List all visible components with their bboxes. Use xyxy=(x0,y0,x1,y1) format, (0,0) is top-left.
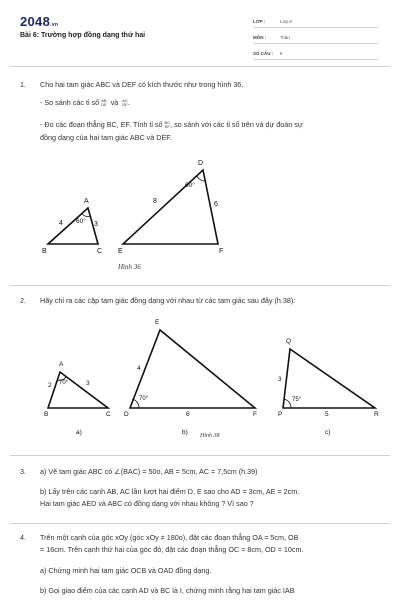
q4-line4: b) Gọi giao điểm của các cạnh AD và BC là I, chứng minh rằng hai tam giác IAB xyxy=(40,586,295,595)
vertex-p: P xyxy=(278,411,283,418)
meta-value: Toán xyxy=(280,34,290,40)
side-de-label: 8 xyxy=(153,198,157,205)
angle-p-label: 75° xyxy=(292,397,302,403)
figure-36 xyxy=(0,150,400,260)
meta-label: LỚP : xyxy=(253,18,266,24)
side-df-label: 6 xyxy=(214,201,218,208)
figure-38-caption: Hình 38 xyxy=(200,433,220,439)
side-ac-label: 3 xyxy=(94,221,98,228)
q3-line3: Hai tam giác AED và ABC có đồng dạng với nhau không ? Vì sao ? xyxy=(40,499,254,508)
side-df-label: 6 xyxy=(186,411,190,418)
meta-row-count xyxy=(253,47,378,60)
q1-bullet2-post: , so sánh với các tỉ số trên và dự đoán sự xyxy=(170,120,303,129)
q3-line2: b) Lấy trên các cạnh AB, AC lần lượt hai điểm D, E sao cho AD = 3cm, AE = 2cm. xyxy=(40,487,300,496)
side-ab-label: 4 xyxy=(59,220,63,227)
site-logo[interactable] xyxy=(20,14,58,29)
fraction-ac-df xyxy=(122,99,128,107)
meta-value: 6 xyxy=(280,50,283,56)
q1-divider xyxy=(10,285,390,286)
q4-number: 4. xyxy=(20,533,26,542)
tag-a: a) xyxy=(76,429,82,436)
logo-suffix: .vn xyxy=(50,22,59,28)
triangle-abc xyxy=(48,208,98,244)
angle-arc-p xyxy=(284,399,291,408)
frac-den: DE xyxy=(101,102,107,108)
angle-d-label: 60° xyxy=(185,182,195,189)
q3-line1: a) Vẽ tam giác ABC có ∠(BAC) = 50o, AB = 5cm, AC = 7,5cm (h.39) xyxy=(40,467,258,476)
triangle-abc-a xyxy=(48,372,108,408)
q4-line2: = 16cm. Trên cạnh thứ hai của góc đó, đặt các đoạn thẳng OC = 8cm, OD = 10cm. xyxy=(40,545,304,554)
q1-text: Cho hai tam giác ABC và DEF có kích thước như trong hình 36. xyxy=(40,80,244,89)
vertex-a: A xyxy=(84,198,89,205)
side-ab-label: 2 xyxy=(48,382,52,389)
angle-a-label: 60° xyxy=(76,218,86,225)
q1-bullet1: - So sánh các tỉ số AB DE và AC DF . xyxy=(40,98,130,108)
page-title: Bài 6: Trường hợp đồng dạng thứ hai xyxy=(20,32,146,39)
frac-den: DF xyxy=(122,102,128,108)
q2-divider xyxy=(10,455,390,456)
q2-number: 2. xyxy=(20,296,26,305)
q4-line1: Trên một cạnh của góc xOy (góc xOy ≠ 180o), đặt các đoạn thẳng OA = 5cm, OB xyxy=(40,533,299,542)
q3-divider xyxy=(10,523,390,524)
q4-line3: a) Chứng minh hai tam giác OCB và OAD đồng dạng. xyxy=(40,566,212,575)
angle-d-label: 70° xyxy=(139,396,149,402)
meta-label: SỐ CÂU : xyxy=(253,50,274,56)
figure-36-caption: Hình 36 xyxy=(118,263,141,271)
header-divider xyxy=(10,66,390,67)
angle-a-label: 70° xyxy=(59,380,69,386)
q1-number: 1. xyxy=(20,80,26,89)
figure-38 xyxy=(0,312,400,442)
frac-num: AC xyxy=(122,98,128,104)
side-ac-label: 3 xyxy=(86,380,90,387)
q3-number: 3. xyxy=(20,467,26,476)
vertex-d: D xyxy=(198,160,204,167)
q2-text: Hãy chỉ ra các cặp tam giác đồng dạng với nhau từ các tam giác sau đây (h.38): xyxy=(40,296,296,305)
vertex-f: F xyxy=(219,248,224,255)
tag-b: b) xyxy=(182,429,188,436)
vertex-d: D xyxy=(124,411,129,418)
vertex-e: E xyxy=(155,319,160,326)
side-pr-label: 5 xyxy=(325,411,329,418)
vertex-c: C xyxy=(106,411,111,418)
meta-value: Lớp 8 xyxy=(280,18,292,24)
vertex-b: B xyxy=(42,248,47,255)
vertex-a: A xyxy=(59,361,64,368)
side-de-label: 4 xyxy=(137,365,141,372)
fraction-ab-de xyxy=(101,99,107,107)
frac-num: BC xyxy=(164,120,171,126)
q1-bullet1-mid: và xyxy=(110,98,119,107)
vertex-b: B xyxy=(44,411,49,418)
vertex-c: C xyxy=(97,248,103,255)
frac-num: AB xyxy=(101,98,107,104)
meta-panel xyxy=(253,15,378,63)
frac-den: EF xyxy=(164,124,170,130)
vertex-q: Q xyxy=(286,338,292,345)
side-pq-label: 3 xyxy=(278,376,282,383)
q1-bullet2-pre: - Đo các đoạn thẳng BC, EF. Tính tỉ số xyxy=(40,120,163,129)
q1-bullet2 xyxy=(40,120,385,131)
meta-row-class xyxy=(253,15,378,28)
vertex-r: R xyxy=(374,411,379,418)
meta-row-subject xyxy=(253,31,378,44)
tag-c: c) xyxy=(325,429,331,436)
q1-bullet2-line2: đồng dạng của hai tam giác ABC và DEF. xyxy=(40,133,172,142)
logo-main: 2048 xyxy=(20,14,51,29)
vertex-f: F xyxy=(253,411,257,418)
vertex-e: E xyxy=(118,248,123,255)
q1-bullet1-pre: - So sánh các tỉ số xyxy=(40,98,100,107)
meta-label: MÔN : xyxy=(253,34,267,40)
triangle-def-b xyxy=(130,330,255,408)
